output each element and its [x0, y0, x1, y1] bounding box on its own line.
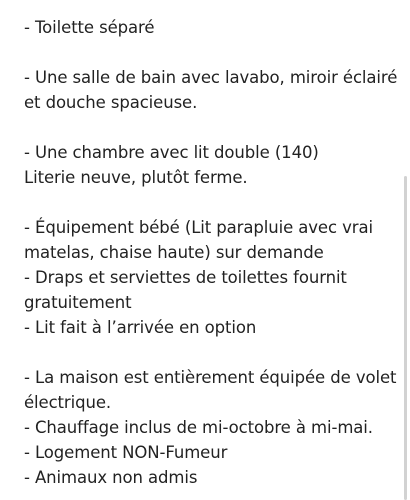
text-line: - Chauffage inclus de mi-octobre à mi-mai. [24, 418, 373, 437]
text-line: - Une chambre avec lit double (140) [24, 143, 319, 162]
text-line: - Toilette séparé [24, 18, 155, 37]
blank-line [24, 115, 394, 140]
text-line: Literie neuve, plutôt ferme. [24, 168, 248, 187]
text-line: - Animaux non admis [24, 468, 198, 487]
blank-line [24, 190, 394, 215]
text-line: et douche spacieuse. [24, 93, 198, 112]
text-line: électrique. [24, 393, 112, 412]
text-line: gratuitement [24, 293, 132, 312]
scrollbar[interactable] [404, 176, 407, 500]
text-line: matelas, chaise haute) sur demande [24, 243, 324, 262]
text-line: - Une salle de bain avec lavabo, miroir éclairé [24, 68, 398, 87]
blank-line [24, 340, 394, 365]
text-line: - Équipement bébé (Lit parapluie avec vrai [24, 218, 373, 237]
text-line: - Lit fait à l’arrivée en option [24, 318, 257, 337]
text-line: - La maison est entièrement équipée de volet [24, 368, 397, 387]
text-line: - Logement NON-Fumeur [24, 443, 228, 462]
listing-description [24, 15, 398, 490]
text-line: - Draps et serviettes de toilettes fournit [24, 268, 347, 287]
blank-line [24, 40, 394, 65]
